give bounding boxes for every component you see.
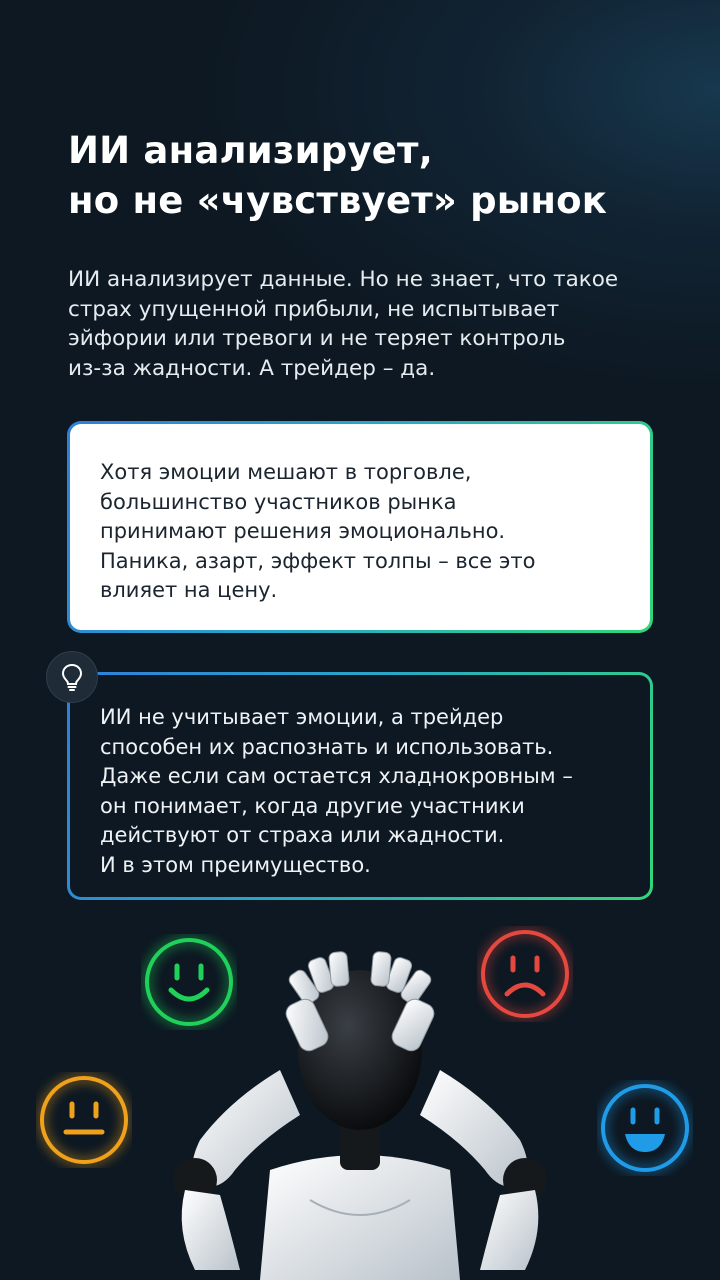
neutral-face-icon: [36, 1072, 132, 1168]
card-line: Хотя эмоции мешают в торговле,: [100, 460, 472, 484]
card-line: ИИ не учитывает эмоции, а трейдер: [100, 705, 504, 729]
intro-line: из-за жадности. А трейдер – да.: [68, 355, 436, 381]
robot-illustration: [160, 930, 560, 1280]
emotions-card: [67, 421, 653, 633]
card-line: действуют от страха или жадности.: [100, 823, 505, 847]
intro-line: ИИ анализирует данные. Но не знает, что такое: [68, 267, 619, 292]
card-line: И в этом преимущество.: [100, 852, 371, 877]
advantage-card: [67, 672, 653, 900]
card-line: Паника, азарт, эффект толпы – все это: [100, 548, 536, 573]
lightbulb-icon: [46, 651, 98, 703]
advantage-card-text: [100, 703, 620, 880]
intro-paragraph: [68, 265, 668, 383]
advantage-card-body: [70, 675, 650, 897]
intro-line: страх упущенной прибыли, не испытывает: [68, 296, 560, 322]
card-line: влияет на цену.: [100, 578, 278, 602]
card-line: принимают решения эмоционально.: [100, 519, 506, 543]
card-line: способен их распознать и использовать.: [100, 734, 554, 759]
emotions-card-text: [100, 458, 620, 606]
intro-line: эйфории или тревоги и не теряет контроль: [68, 326, 566, 351]
card-line: он понимает, когда другие участники: [100, 793, 525, 818]
title-line-2: но не «чувствует» рынок: [68, 179, 608, 222]
laughing-face-icon: [597, 1080, 693, 1176]
emotions-card-body: [70, 424, 650, 630]
page-title: [68, 126, 688, 226]
title-line-1: ИИ анализирует,: [68, 129, 433, 172]
card-line: Даже если сам остается хладнокровным –: [100, 764, 573, 788]
card-line: большинство участников рынка: [100, 489, 457, 514]
